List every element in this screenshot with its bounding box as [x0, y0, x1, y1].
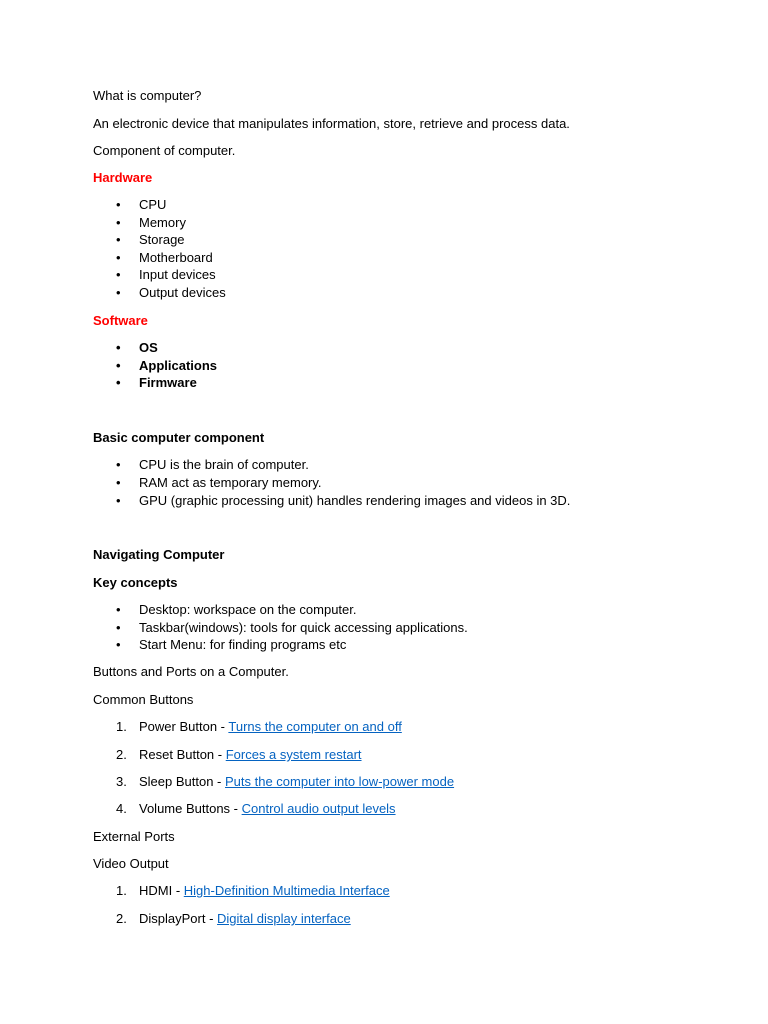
list-item-text: RAM act as temporary memory.: [139, 475, 322, 490]
software-heading: Software: [93, 313, 148, 328]
basic-heading: Basic computer component: [93, 430, 265, 445]
list-item-text: Input devices: [139, 267, 216, 282]
navigating-heading: Navigating Computer: [93, 547, 225, 562]
video-output-heading: Video Output: [93, 856, 169, 871]
item-number: 3.: [116, 774, 127, 789]
bullet-icon: •: [116, 250, 121, 265]
list-item-text: Taskbar(windows): tools for quick accessing applications.: [139, 620, 468, 635]
item-number: 2.: [116, 747, 127, 762]
list-item-text: CPU: [139, 197, 167, 212]
item-label: Reset Button -: [139, 747, 226, 762]
bullet-icon: •: [116, 358, 121, 373]
key-concepts-heading: Key concepts: [93, 575, 178, 590]
list-item-text: Memory: [139, 215, 186, 230]
question-line: What is computer?: [93, 88, 202, 103]
bullet-icon: •: [116, 457, 121, 472]
item-number: 1.: [116, 883, 127, 898]
item-label: HDMI -: [139, 883, 184, 898]
definition-line: An electronic device that manipulates information, store, retrieve and process data.: [93, 116, 570, 131]
bullet-icon: •: [116, 232, 121, 247]
ports-heading: Buttons and Ports on a Computer.: [93, 664, 289, 679]
item-label: Volume Buttons -: [139, 801, 242, 816]
item-label: DisplayPort -: [139, 911, 218, 926]
bullet-icon: •: [116, 637, 121, 652]
sleep-button-link[interactable]: Puts the computer into low-power mode: [225, 774, 455, 789]
bullet-icon: •: [116, 340, 121, 355]
volume-buttons-link[interactable]: Control audio output levels: [241, 801, 396, 816]
list-item-text: Start Menu: for finding programs etc: [139, 637, 347, 652]
list-item-text: Output devices: [139, 285, 226, 300]
hdmi-link[interactable]: High-Definition Multimedia Interface: [183, 883, 390, 898]
bullet-icon: •: [116, 475, 121, 490]
bullet-icon: •: [116, 197, 121, 212]
list-item-text: Motherboard: [139, 250, 213, 265]
displayport-link[interactable]: Digital display interface: [217, 911, 351, 926]
bullet-icon: •: [116, 620, 121, 635]
bullet-icon: •: [116, 215, 121, 230]
list-item-text: Firmware: [139, 375, 197, 390]
hardware-heading: Hardware: [93, 170, 153, 185]
external-ports-heading: External Ports: [93, 829, 175, 844]
common-buttons-heading: Common Buttons: [93, 692, 194, 707]
item-number: 4.: [116, 801, 127, 816]
reset-button-link[interactable]: Forces a system restart: [225, 747, 362, 762]
list-item-text: CPU is the brain of computer.: [139, 457, 309, 472]
power-button-link[interactable]: Turns the computer on and off: [228, 719, 402, 734]
item-number: 2.: [116, 911, 127, 926]
bullet-icon: •: [116, 375, 121, 390]
list-item-text: OS: [139, 340, 158, 355]
bullet-icon: •: [116, 493, 121, 508]
component-heading: Component of computer.: [93, 143, 236, 158]
list-item-text: Storage: [139, 232, 185, 247]
item-label: Sleep Button -: [139, 774, 225, 789]
bullet-icon: •: [116, 602, 121, 617]
item-number: 1.: [116, 719, 127, 734]
list-item-text: GPU (graphic processing unit) handles rendering images and videos in 3D.: [139, 493, 571, 508]
bullet-icon: •: [116, 267, 121, 282]
list-item-text: Desktop: workspace on the computer.: [139, 602, 357, 617]
item-label: Power Button -: [139, 719, 229, 734]
bullet-icon: •: [116, 285, 121, 300]
list-item-text: Applications: [139, 358, 218, 373]
